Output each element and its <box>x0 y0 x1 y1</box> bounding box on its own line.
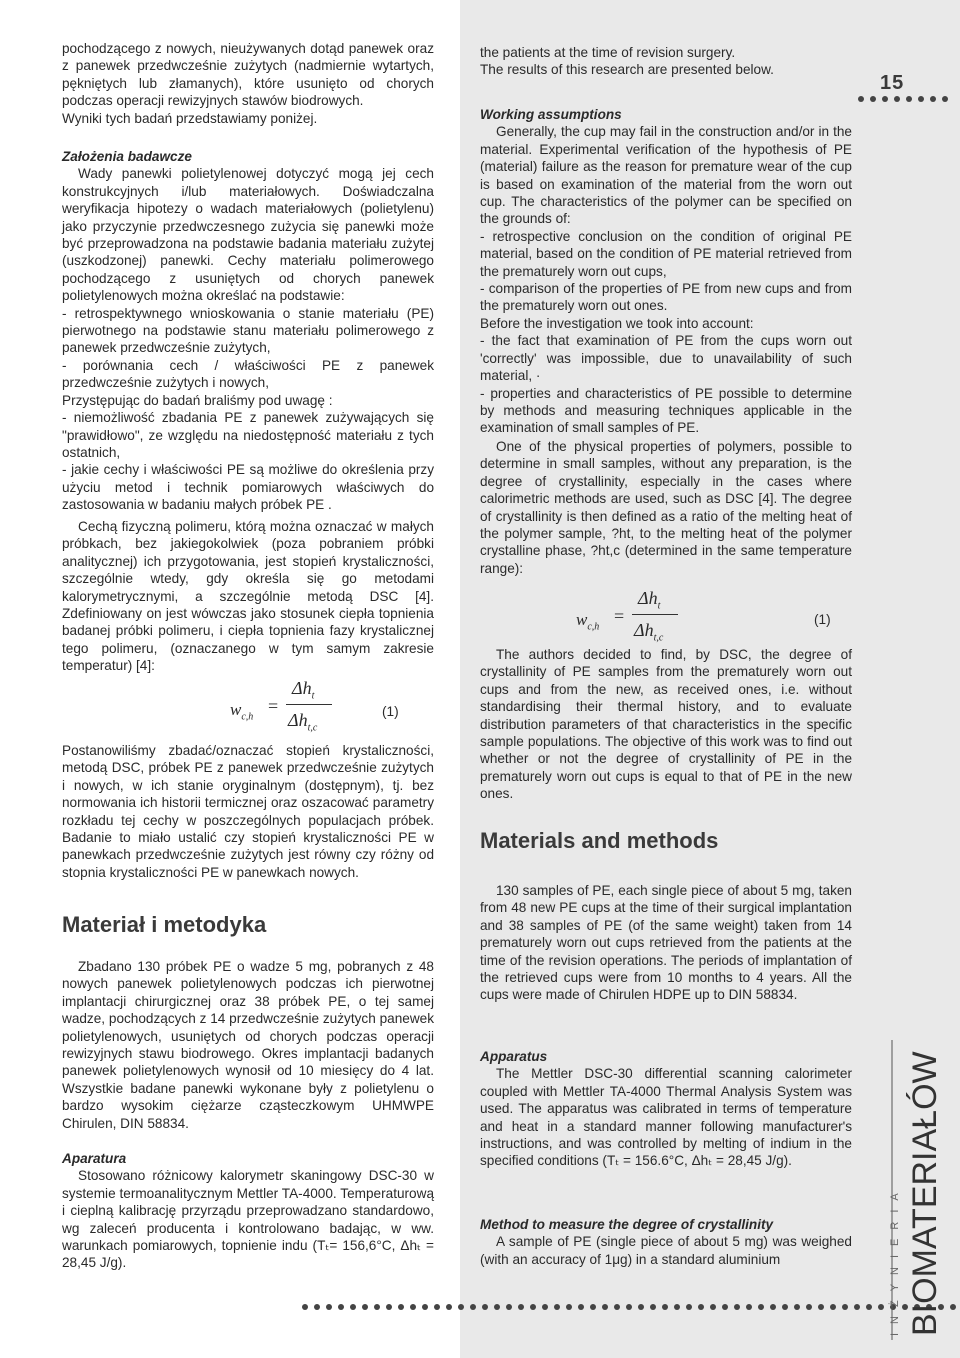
left-apparatus-body: Stosowano różnicowy kalorymetr skaningowy DSC-30 w systemie termoanalitycznym Mettler TA-4000. Temperaturową i cieplną kalibrację przyrządu przeprowadzano standardowo, wg zaleceń producenta i kontrolowano badając, w ww. warunkach pomiarowych, topnienie indu (Tₜ= 156,6°C, Δhₜ = 28,45 J/g). <box>62 1168 434 1271</box>
left-objective-text: Postanowiliśmy zbadać/oznaczać stopień krystaliczności, metodą DSC, próbek PE z panewek przedwcześnie zużytych i nowych, w ich stanie oryginalnym (dostępnym), tj. bez normowania ich historii termicznej oraz oszacować parametry rozkładu tej cechy w poszczególnych populacjach próbek. Badanie to miało ustalić czy stopień krystaliczności PE w panewkach przedwcześnie zużytych jest równy czy różny od stopnia krystaliczności PE w panewkach nowych. <box>62 743 434 880</box>
right-apparatus-body: The Mettler DSC-30 differential scanning calorimeter coupled with Mettler TA-4000 Thermal Analysis System was used. The apparatus was calibrated in terms of temperature and heat in a standard manner following manufacturer's instructions, and was controlled by melting of indium in the specified conditions (Tₜ = 156.6°C, Δhₜ = 28,45 J/g). <box>480 1066 852 1169</box>
right-methods-text: 130 samples of PE, each single piece of about 5 mg, taken from 48 new PE cups at the time of their surgical implantation and 38 samples of PE (of the same weight) taken from 14 prematurely worn out cups retrieved from the patients at the time of the revision operations. The periods of implantation of the retrieved cups were from 10 months to 4 years. All the cups were made of Chirulen HDPE up to DIN 58834. <box>480 883 852 1003</box>
right-intro <box>480 44 852 79</box>
left-methods-text: Zbadano 130 próbek PE o wadze 5 mg, pobranych z 48 nowych panewek polietylenowych podczas ich pierwotnej implantacji chirurgicznej oraz 38 próbek PE, o tej samej wadze, pochodzących z 14 przedwcześnie zużytych panewek polietylenowych, usuniętych od chorych podczas operacji rewizyjnych stawu biodrowego. Okres implantacji badanych panewek polietylenowych wynosił od 10 miesięcy do 4 lat. Wszystkie badane panewki wykonane były z polietylenu o bardzo wysokim ciężarze cząsteczkowym UHMWPE Chirulen, DIN 58834. <box>62 959 434 1131</box>
right-method <box>480 1216 852 1268</box>
left-crystallinity <box>62 518 434 675</box>
right-methods <box>480 882 852 1004</box>
right-assumptions-title: Working assumptions <box>480 107 622 122</box>
left-assumptions <box>62 148 434 514</box>
right-objective <box>480 646 852 803</box>
right-method-title: Method to measure the degree of crystallinity <box>480 1217 774 1232</box>
right-intro-text: the patients at the time of revision surgery. The results of this research are presented below. <box>480 45 774 78</box>
left-section-title: Materiał i metodyka <box>62 912 267 937</box>
left-objective <box>62 742 434 881</box>
left-intro-text: pochodzącego z nowych, nieużywanych dotąd panewek oraz z panewek przedwcześnie zużytych (nadmiernie wytartych, pękniętych lub złamanych), które usunięto od chorych podczas operacji rewizyjnych stawów biodrowych. Wyniki tych badań przedstawiamy poniżej. <box>62 41 434 126</box>
right-method-body: A sample of PE (single piece of about 5 mg) was weighed (with an accuracy of 1μg) in a standard aluminium <box>480 1234 852 1267</box>
left-crystallinity-text: Cechą fizyczną polimeru, którą można oznaczać w małych próbkach, bez jakiegokolwiek (poza pobraniem próbki analitycznej) ich przygotowania, jest stopień krystaliczności, szczególnie wtedy, gdy określa się go metodami kalorymetrycznymi, a szczególnie metodą DSC [4]. Zdefiniowany on jest wówczas jako stosunek ciepła topnienia badanej próbki polimeru, i ciepła topnienia fazy krystalicznej tego polimeru, (oznaczanego w tym samym zakresie temperatur) [4]: <box>62 519 434 674</box>
left-assumptions-title: Założenia badawcze <box>62 149 192 164</box>
right-apparatus-title: Apparatus <box>480 1049 548 1064</box>
right-apparatus <box>480 1048 852 1170</box>
right-equation-number: (1) <box>814 612 831 627</box>
right-section-title: Materials and methods <box>480 828 719 853</box>
left-apparatus <box>62 1150 434 1272</box>
left-assumptions-body: Wady panewki polietylenowej dotyczyć mogą jej cech konstrukcyjnych i/lub materiałowych. Doświadczalna weryfikacja hipotezy o wadach materiałowych (polietylenu) jako przyczynie przedwczesnego zużycia się panewki może być przeprowadzona na podstawie badania materiału zużytej (uszkodzonej) panewki. Cechy materiału polimerowego pochodzącego z usuniętych od chorych panewek polietylenowych można określać na podstawie: - retrospektywnego wnioskowania o stanie materiału (PE) pierwotnego na podstawie stanu materiału polimerowego z panewek przedwcześnie zużytych, - porównania cech / właściwości PE z panewek przedwcześnie zużytych i nowych, Przystępując do badań braliśmy pod uwagę : - niemożliwość zbadania PE z panewek zużywających się "prawidłowo", ze względu na niedostępność materiału z tych ostatnich, - jakie cechy i właściwości PE są możliwe do określenia przy użyciu metod i technik pomiarowych właściwych do zastosowania w badaniu małych próbek PE . <box>62 166 434 513</box>
right-assumptions-body: Generally, the cup may fail in the construction and/or in the material. Experimental verification of the hypothesis of PE (material) failure as the reason for premature wear of the cup is based on examination of the material from the worn out cup. The characteristics of the polymer can be specified on the grounds of: - retrospective conclusion on the condition of original PE material, based on the condition of PE material retrieved from the prematurely worn out cups, - comparison of the properties of PE from new cups and from the prematurely worn out ones. Before the investigation we took into account: - the fact that examination of PE from the cups worn out 'correctly' was impossible, due to unavailability of such material, · - properties and characteristics of PE possible to determine by methods and measuring techniques applicable in the examination of small samples of PE. <box>480 124 852 436</box>
right-objective-text: The authors decided to find, by DSC, the degree of crystallinity of PE samples from the prematurely worn out cups and from the new, as received ones, i.e. without standardising their thermal history, and to evaluate distribution parameters of that characteristics in the specific sample populations. The objective of this work was to find out whether or not the degree of crystallinity of PE in the prematurely worn out cups is equal to that of PE in the new ones. <box>480 647 852 802</box>
footer-dots <box>302 1304 956 1310</box>
left-equation-number: (1) <box>382 704 399 719</box>
left-methods <box>62 958 434 1132</box>
page-number: 15 <box>880 72 905 94</box>
right-crystallinity-text: One of the physical properties of polymers, possible to determine in small samples, without any preparation, is the degree of crystallinity, especially in the cases where calorimetric methods are used, such as DSC [4]. The degree of crystallinity is then defined as a ratio of the melting heat of the polymer sample, ?ht, to the melting heat of the polymer crystalline phase, ?ht,c (determined in the same temperature range): <box>480 439 852 576</box>
journal-prefix: INŻYNIERIA <box>889 1184 901 1336</box>
journal-logo <box>884 1040 944 1340</box>
right-crystallinity <box>480 438 852 577</box>
page-number-dots <box>858 96 948 102</box>
journal-name: BIOMATERIAŁÓW <box>906 1051 944 1336</box>
right-assumptions <box>480 106 852 437</box>
left-intro <box>62 40 434 127</box>
left-equation: $w_{c,h}$ = $\Delta h_t$ $\Delta h_{t,c}$ <box>230 678 350 738</box>
left-apparatus-title: Aparatura <box>62 1151 127 1166</box>
right-equation: $w_{c,h}$ = $\Delta h_t$ $\Delta h_{t,c}$ <box>576 588 696 648</box>
